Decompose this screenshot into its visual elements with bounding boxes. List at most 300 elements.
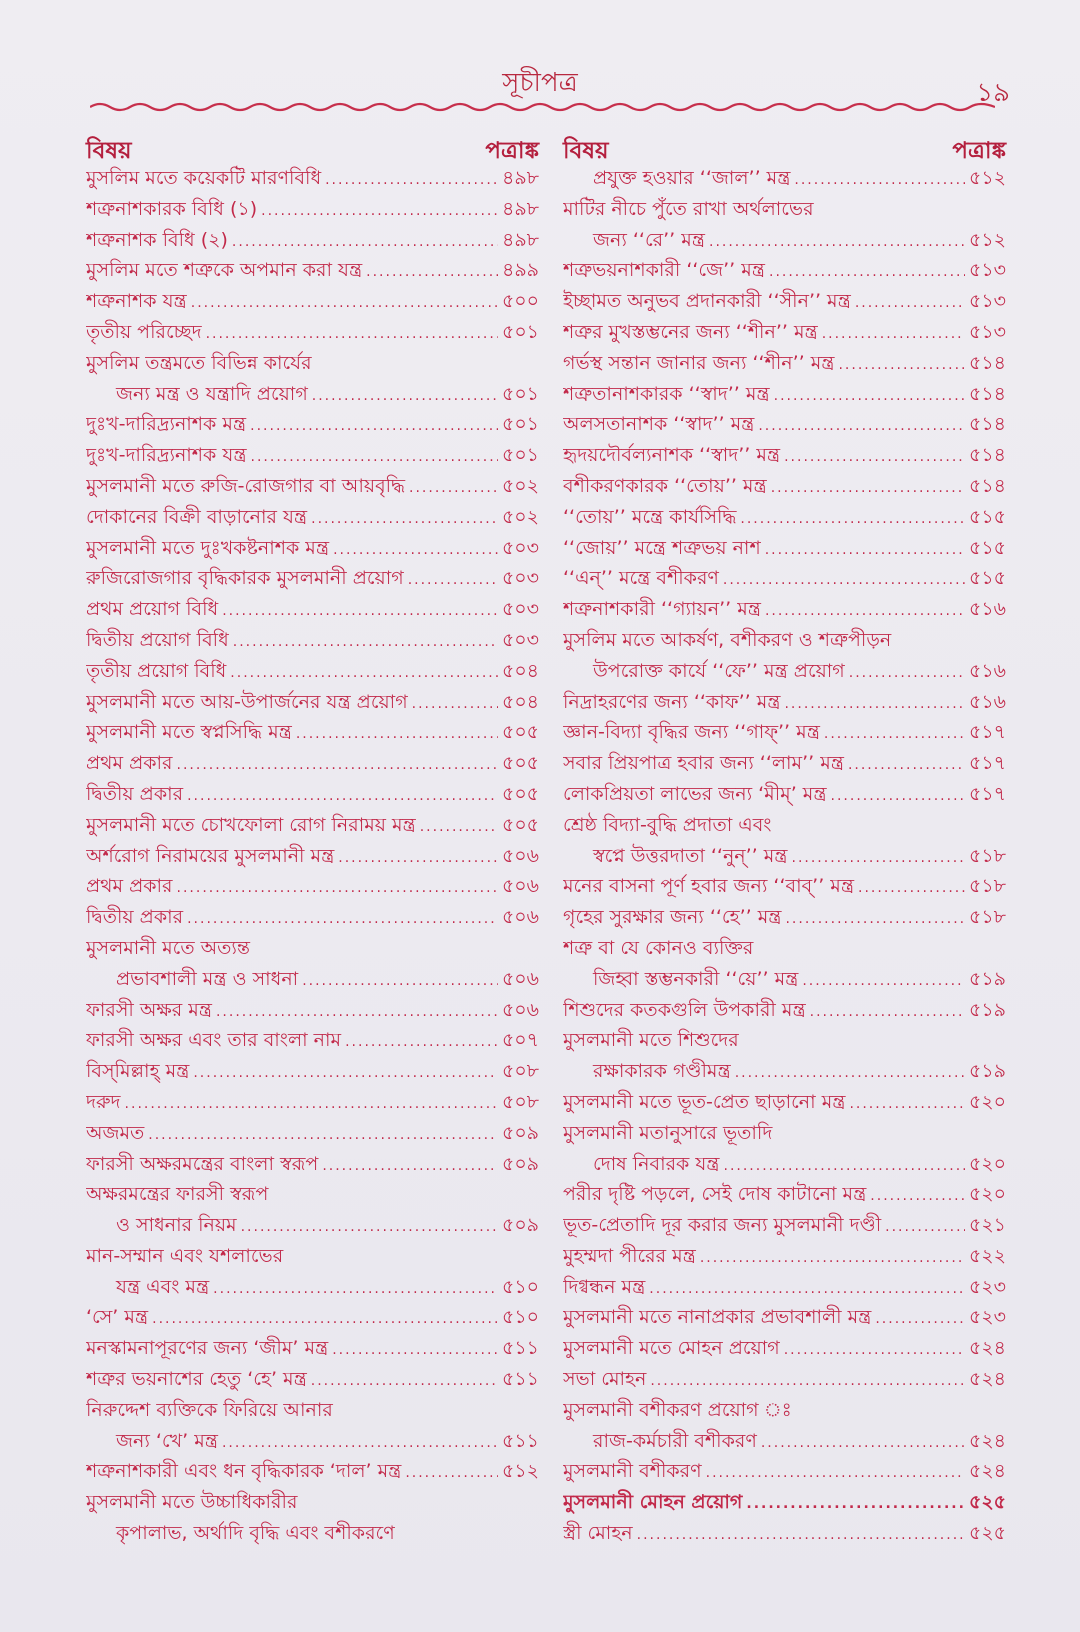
entry-title: মুসলমানী মতানুসারে ভূতাদি — [563, 1121, 773, 1144]
entry-title: দোকানের বিক্রী বাড়ানোর যন্ত্র — [86, 505, 308, 528]
entry-page-number: ৫১২ — [968, 228, 1006, 251]
entry-page-number: ৫০৪ — [501, 659, 539, 682]
toc-entry — [563, 287, 1006, 318]
dot-leader — [302, 973, 498, 989]
toc-entry — [563, 1427, 1006, 1458]
toc-entry — [86, 1242, 539, 1273]
toc-entry — [86, 1334, 539, 1365]
toc-entry — [563, 1242, 1006, 1273]
entry-page-number: ৫১৬ — [968, 598, 1006, 621]
toc-entry — [86, 1150, 539, 1181]
dot-leader — [802, 973, 965, 989]
entry-title: মনস্কামনাপূরণের জন্য ‘জীম’ মন্ত্র — [86, 1337, 329, 1360]
toc-entry — [563, 1365, 1006, 1396]
entry-page-number: ৫১০ — [501, 1275, 539, 1298]
dot-leader — [724, 1158, 965, 1174]
entry-page-number: ৫১২ — [501, 1460, 539, 1483]
entry-title: নিদ্রাহরণের জন্য ‘‘কাফ’’ মন্ত্র — [563, 690, 781, 713]
page-heading: পত্রাঙ্ক — [485, 138, 539, 164]
toc-entry — [563, 1273, 1006, 1304]
toc-entry — [86, 872, 539, 903]
entry-page-number: ৫১৭ — [968, 752, 1006, 775]
dot-leader — [187, 911, 498, 927]
entry-page-number: ৫০৫ — [501, 752, 539, 775]
entry-title: তৃতীয় পরিচ্ছেদ — [86, 320, 202, 343]
toc-entry — [563, 1088, 1006, 1119]
toc-entry — [86, 441, 539, 472]
entry-page-number: ৫০১ — [501, 413, 539, 436]
toc-entry — [563, 872, 1006, 903]
entry-title: অর্শরোগ নিরাময়ের মুসলমানী মন্ত্র — [86, 844, 335, 867]
entry-page-number: ৫১৭ — [968, 721, 1006, 744]
entry-title: বশীকরণকারক ‘‘তোয়’’ মন্ত্র — [563, 474, 767, 497]
toc-entry — [86, 195, 539, 226]
entry-page-number: ৫২৪ — [968, 1337, 1006, 1360]
toc-entry — [563, 626, 1006, 657]
toc-entry — [86, 380, 539, 411]
entry-page-number: ৫১১ — [502, 1337, 539, 1360]
entry-title: ফারসী অক্ষর এবং তার বাংলা নাম — [86, 1029, 342, 1052]
entry-title: ‘‘তোয়’’ মন্ত্রে কার্যসিদ্ধি — [563, 505, 737, 528]
dot-leader — [261, 203, 498, 219]
dot-leader — [870, 1188, 965, 1204]
entry-title: তৃতীয় প্রয়োগ বিধি — [86, 659, 227, 682]
entry-title: রক্ষাকারক গণ্ডীমন্ত্র — [593, 1060, 731, 1083]
entry-page-number: ৫০৬ — [501, 875, 539, 898]
entry-title: নিরুদ্দেশ ব্যক্তিকে ফিরিয়ে আনার — [86, 1398, 333, 1421]
toc-entry — [563, 780, 1006, 811]
toc-entry — [86, 256, 539, 287]
entry-page-number: ৫০৬ — [501, 906, 539, 929]
dot-leader — [241, 1219, 498, 1235]
toc-entry — [563, 1457, 1006, 1488]
toc-entry — [86, 718, 539, 749]
dot-leader — [409, 480, 498, 496]
entry-page-number: ৫০৩ — [501, 536, 539, 559]
toc-entry — [86, 780, 539, 811]
entry-title: সভা মোহন — [563, 1368, 647, 1391]
dot-leader — [735, 1065, 965, 1081]
entry-title: বিস্‌মিল্লাহ্ মন্ত্র — [86, 1060, 190, 1083]
entry-title: দ্বিতীয় প্রকার — [86, 782, 184, 805]
entry-title: মুসলমানী মতে আয়-উপার্জনের যন্ত্র প্রয়োগ — [86, 690, 408, 713]
toc-entry — [563, 811, 1006, 842]
entry-title: জ্ঞান-বিদ্যা বৃদ্ধির জন্য ‘‘গাফ্’’ মন্ত্র — [563, 721, 820, 744]
dot-leader — [250, 418, 498, 434]
toc-entry — [86, 349, 539, 380]
dot-leader — [740, 511, 965, 527]
entry-title: জিহ্বা স্তম্ভনকারী ‘‘য়ে’’ মন্ত্র — [593, 967, 799, 990]
entry-page-number: ৫০৫ — [501, 721, 539, 744]
toc-entry — [86, 1427, 539, 1458]
entry-title: প্রথম প্রকার — [86, 875, 173, 898]
toc-entry — [563, 842, 1006, 873]
toc-entry — [86, 657, 539, 688]
entry-title: মুসলমানী মতে ভূত-প্রেত ছাড়ানো মন্ত্র — [563, 1090, 846, 1113]
header-rule — [90, 101, 995, 113]
dot-leader — [758, 418, 965, 434]
entry-title: শত্রুর মুখস্তম্ভনের জন্য ‘‘শীন’’ মন্ত্র — [563, 320, 818, 343]
entry-title: মুসলমানী মতে দুঃখকষ্টনাশক মন্ত্র — [86, 536, 330, 559]
dot-leader — [338, 850, 498, 866]
toc-entry — [563, 195, 1006, 226]
entry-page-number: ৪৯৮ — [502, 228, 539, 251]
dot-leader — [709, 234, 965, 250]
toc-entry — [563, 410, 1006, 441]
entry-page-number: ৫১২ — [968, 167, 1006, 189]
dot-leader — [784, 449, 965, 465]
topic-heading: বিষয় — [563, 138, 609, 164]
toc-entry — [86, 1457, 539, 1488]
dot-leader — [125, 1096, 498, 1112]
dot-leader — [885, 1219, 965, 1235]
dot-leader — [824, 726, 965, 742]
dot-leader — [311, 511, 498, 527]
toc-entry — [563, 749, 1006, 780]
dot-leader — [765, 603, 965, 619]
entry-title: মুসলমানী বশীকরণ প্রয়োগ ঃ — [563, 1398, 792, 1421]
entry-title: জন্য ‘খে’ মন্ত্র — [116, 1429, 218, 1452]
entry-title: শত্রু বা যে কোনও ব্যক্তির — [563, 936, 754, 959]
entry-title: ইচ্ছামত অনুভব প্রদানকারী ‘‘সীন’’ মন্ত্র — [563, 290, 851, 313]
toc-entry — [86, 164, 539, 195]
dot-leader — [761, 1435, 965, 1451]
toc-entry — [563, 1119, 1006, 1150]
entry-page-number: ৫১৭ — [968, 782, 1006, 805]
entry-title: শ্রেষ্ঠ বিদ্যা-বুদ্ধি প্রদাতা এবং — [563, 813, 772, 836]
entry-page-number: ৫২০ — [968, 1152, 1006, 1175]
entry-page-number: ৫০৫ — [501, 782, 539, 805]
entry-title: মনের বাসনা পূর্ণ হবার জন্য ‘‘বাব্’’ মন্ত্র — [563, 875, 855, 898]
toc-entry — [563, 164, 1006, 195]
entry-title: অজমত — [86, 1121, 145, 1144]
entry-page-number: ৪৯৮ — [502, 197, 539, 220]
entry-page-number: ৫০১ — [501, 382, 539, 405]
dot-leader — [222, 603, 498, 619]
entry-title: শত্রুভয়নাশকারী ‘‘জে’’ মন্ত্র — [563, 259, 765, 282]
entry-title: যন্ত্র এবং মন্ত্র — [116, 1275, 210, 1298]
entry-page-number: ৫১৮ — [969, 906, 1006, 929]
entry-title: মুসলমানী মতে উচ্চাধিকারীর — [86, 1491, 298, 1514]
entry-page-number: ৫১৯ — [969, 967, 1006, 990]
dot-leader — [810, 1004, 965, 1020]
dot-leader — [822, 326, 965, 342]
toc-entry — [86, 1119, 539, 1150]
left-entry-list — [86, 164, 539, 1550]
entry-page-number: ৫১৩ — [968, 259, 1006, 282]
entry-page-number: ৫১৪ — [969, 382, 1006, 405]
entry-page-number: ৫০০ — [501, 290, 539, 313]
toc-entry — [86, 749, 539, 780]
dot-leader — [706, 1465, 965, 1481]
entry-title: দ্বিতীয় প্রকার — [86, 906, 184, 929]
entry-page-number: ৫০৭ — [501, 1029, 539, 1052]
toc-entry — [86, 1211, 539, 1242]
page-number: ১৯ — [976, 78, 1010, 108]
entry-title: দোষ নিবারক যন্ত্র — [593, 1152, 720, 1175]
entry-title: সবার প্রিয়পাত্র হবার জন্য ‘‘লাম’’ মন্ত্র — [563, 752, 844, 775]
entry-page-number: ৫০৬ — [501, 844, 539, 867]
dot-leader — [746, 1496, 965, 1512]
toc-entry — [563, 1026, 1006, 1057]
toc-entry — [563, 564, 1006, 595]
dot-leader — [148, 1127, 498, 1143]
toc-entry — [563, 1150, 1006, 1181]
entry-title: মাটির নীচে পুঁতে রাখা অর্থলাভের — [563, 197, 814, 220]
toc-entry — [563, 226, 1006, 257]
toc-entry — [86, 626, 539, 657]
page-title: সূচীপত্র — [502, 68, 578, 98]
entry-title: মুসলমানী মতে অত্যন্ত — [86, 936, 250, 959]
toc-entry — [563, 349, 1006, 380]
entry-page-number: ৫০৩ — [501, 628, 539, 651]
entry-page-number: ৫০৮ — [501, 1060, 539, 1083]
dot-leader — [784, 1342, 965, 1358]
toc-entry — [86, 534, 539, 565]
right-column — [563, 132, 1006, 1550]
toc-entry — [86, 1488, 539, 1519]
toc-entry — [563, 441, 1006, 472]
entry-title: শত্রুর ভয়নাশের হেতু ‘হে’ মন্ত্র — [86, 1368, 307, 1391]
dot-leader — [230, 665, 498, 681]
entry-title: মুসলমানী মতে চোখফোলা রোগ নিরাময় মন্ত্র — [86, 813, 416, 836]
entry-title: মুসলমানী মোহন প্রয়োগ — [563, 1491, 743, 1514]
dot-leader — [206, 326, 498, 342]
dot-leader — [222, 1435, 498, 1451]
toc-entry — [86, 965, 539, 996]
entry-title: দরুদ — [86, 1090, 121, 1113]
toc-entry — [86, 1088, 539, 1119]
entry-title: ‘সে’ মন্ত্র — [86, 1306, 149, 1329]
dot-leader — [152, 1311, 498, 1327]
entry-title: মুহম্মদা পীরের মন্ত্র — [563, 1244, 696, 1267]
entry-title: প্রযুক্ত হওয়ার ‘‘জাল’’ মন্ত্র — [593, 167, 791, 189]
entry-page-number: ৫২৪ — [968, 1368, 1006, 1391]
entry-page-number: ৫০১ — [501, 320, 539, 343]
dot-leader — [771, 480, 965, 496]
dot-leader — [875, 1311, 965, 1327]
toc-entry — [563, 1396, 1006, 1427]
entry-page-number: ৫০৫ — [501, 813, 539, 836]
entry-title: মুসলমানী মতে নানাপ্রকার প্রভাবশালী মন্ত্র — [563, 1306, 872, 1329]
dot-leader — [785, 911, 965, 927]
entry-page-number: ৫১৮ — [969, 875, 1006, 898]
entry-title: মুসলমানী মতে স্বপ্নসিদ্ধি মন্ত্র — [86, 721, 292, 744]
entry-page-number: ৪৯৯ — [502, 259, 539, 282]
entry-page-number: ৫১৪ — [969, 474, 1006, 497]
toc-entry — [86, 903, 539, 934]
entry-title: ফারসী অক্ষরমন্ত্রের বাংলা স্বরূপ — [86, 1152, 319, 1175]
entry-page-number: ৫২০ — [968, 1183, 1006, 1206]
entry-page-number: ৫১৪ — [969, 413, 1006, 436]
entry-page-number: ৫২০ — [968, 1090, 1006, 1113]
toc-entry — [563, 595, 1006, 626]
dot-leader — [849, 665, 965, 681]
dot-leader — [366, 264, 498, 280]
toc-entry — [563, 903, 1006, 934]
entry-page-number: ৫০৬ — [501, 998, 539, 1021]
toc-entry — [86, 1026, 539, 1057]
entry-title: মুসলমানী মতে রুজি-রোজগার বা আয়বৃদ্ধি — [86, 474, 406, 497]
toc-entry — [563, 380, 1006, 411]
entry-page-number: ৫০৯ — [501, 1214, 539, 1237]
dot-leader — [831, 788, 965, 804]
toc-entry — [563, 1180, 1006, 1211]
dot-leader — [333, 542, 498, 558]
toc-entry — [86, 934, 539, 965]
toc-entry — [86, 688, 539, 719]
toc-entry — [563, 1057, 1006, 1088]
dot-leader — [765, 542, 965, 558]
toc-entry — [86, 1180, 539, 1211]
entry-title: মুসলিম মতে আকর্ষণ, বশীকরণ ও শত্রুপীড়ন — [563, 628, 892, 651]
dot-leader — [251, 449, 498, 465]
dot-leader — [177, 880, 498, 896]
toc-entry — [563, 934, 1006, 965]
toc-entry — [563, 1211, 1006, 1242]
toc-entry — [86, 996, 539, 1027]
entry-page-number: ৫০৪ — [501, 690, 539, 713]
entry-page-number: ৫২৩ — [968, 1275, 1006, 1298]
entry-page-number: ৫২৩ — [968, 1306, 1006, 1329]
dot-leader — [408, 572, 498, 588]
dot-leader — [193, 1065, 498, 1081]
entry-title: মুসলিম মতে শত্রুকে অপমান করা যন্ত্র — [86, 259, 363, 282]
dot-leader — [784, 696, 965, 712]
toc-entry — [86, 472, 539, 503]
toc-entry — [86, 564, 539, 595]
entry-title: জন্য ‘‘রে’’ মন্ত্র — [593, 228, 705, 251]
toc-entry — [563, 657, 1006, 688]
right-entry-list — [563, 164, 1006, 1550]
entry-page-number: ৫২৫ — [968, 1491, 1006, 1514]
toc-entry — [563, 256, 1006, 287]
dot-leader — [213, 1281, 498, 1297]
entry-title: ও সাধনার নিয়ম — [116, 1214, 237, 1237]
toc-entry — [86, 503, 539, 534]
entry-page-number: ৫১৫ — [969, 567, 1006, 590]
entry-title: রাজ-কর্মচারী বশীকরণ — [593, 1429, 757, 1452]
dot-leader — [838, 357, 965, 373]
entry-page-number: ৫১৬ — [968, 659, 1006, 682]
dot-leader — [420, 819, 498, 835]
left-column-header — [86, 132, 539, 164]
entry-title: পরীর দৃষ্টি পড়লে, সেই দোষ কাটানো মন্ত্র — [563, 1183, 867, 1206]
entry-title: স্বপ্নে উত্তরদাতা ‘‘নুন্’’ মন্ত্র — [593, 844, 788, 867]
entry-title: মান-সম্মান এবং যশলাভের — [86, 1244, 284, 1267]
entry-page-number: ৫০৬ — [501, 967, 539, 990]
entry-page-number: ৫২৪ — [968, 1460, 1006, 1483]
entry-title: শিশুদের কতকগুলি উপকারী মন্ত্র — [563, 998, 806, 1021]
toc-entry — [563, 534, 1006, 565]
entry-title: অক্ষরমন্ত্রের ফারসী স্বরূপ — [86, 1183, 269, 1206]
toc-entry — [563, 318, 1006, 349]
dot-leader — [794, 172, 965, 188]
entry-title: দ্বিতীয় প্রয়োগ বিধি — [86, 628, 229, 651]
dot-leader — [325, 172, 498, 188]
entry-page-number: ৫০৩ — [501, 598, 539, 621]
entry-title: গৃহের সুরক্ষার জন্য ‘‘হে’’ মন্ত্র — [563, 906, 782, 929]
entry-title: মুসলিম তন্ত্রমতে বিভিন্ন কার্যের — [86, 351, 312, 374]
entry-title: শত্রুনাশক যন্ত্র — [86, 290, 187, 313]
right-column-header — [563, 132, 1006, 164]
dot-leader — [700, 1250, 965, 1266]
toc-entry — [86, 287, 539, 318]
entry-page-number: ৫০১ — [501, 444, 539, 467]
dot-leader — [848, 757, 965, 773]
entry-page-number: ৫১১ — [502, 1368, 539, 1391]
topic-heading: বিষয় — [86, 138, 132, 164]
entry-title: ‘‘জোয়’’ মন্ত্রে শত্রুভয় নাশ — [563, 536, 761, 559]
entry-title: শত্রুনাশকারী ‘‘গ্যায়ন’’ মন্ত্র — [563, 598, 761, 621]
toc-entry — [86, 318, 539, 349]
entry-page-number: ৫১৯ — [969, 998, 1006, 1021]
entry-page-number: ৫১৮ — [969, 844, 1006, 867]
entry-page-number: ৫২২ — [968, 1244, 1006, 1267]
entry-title: শত্রুনাশকারক বিধি (১) — [86, 197, 258, 220]
entry-title: মুসলমানী বশীকরণ — [563, 1460, 702, 1483]
dot-leader — [650, 1373, 965, 1389]
entry-title: শত্রুতানাশকারক ‘‘স্বাদ’’ মন্ত্র — [563, 382, 770, 405]
toc-entry — [86, 1303, 539, 1334]
entry-title: দুঃখ-দারিদ্র্যনাশক যন্ত্র — [86, 444, 247, 467]
toc-entry — [86, 226, 539, 257]
dot-leader — [723, 572, 965, 588]
entry-page-number: ৫০৯ — [501, 1152, 539, 1175]
dot-leader — [233, 634, 498, 650]
entry-title: স্ত্রী মোহন — [563, 1522, 633, 1545]
entry-title: জন্য মন্ত্র ও যন্ত্রাদি প্রয়োগ — [116, 382, 308, 405]
toc-entry — [86, 595, 539, 626]
entry-page-number: ৫১৪ — [969, 351, 1006, 374]
entry-page-number: ৫১৬ — [968, 690, 1006, 713]
entry-page-number: ৫০৮ — [501, 1090, 539, 1113]
entry-title: শত্রুনাশকারী এবং ধন বৃদ্ধিকারক ‘দাল’ মন্ত্র — [86, 1460, 402, 1483]
dot-leader — [322, 1158, 498, 1174]
entry-page-number: ৫২৪ — [968, 1429, 1006, 1452]
dot-leader — [849, 1096, 965, 1112]
toc-entry — [86, 1057, 539, 1088]
entry-title: অলসতানাশক ‘‘স্বাদ’’ মন্ত্র — [563, 413, 755, 436]
dot-leader — [332, 1342, 498, 1358]
entry-title: দিগ্বন্ধন মন্ত্র — [563, 1275, 646, 1298]
entry-page-number: ৫০২ — [501, 474, 539, 497]
dot-leader — [187, 788, 498, 804]
entry-page-number: ৫১০ — [501, 1306, 539, 1329]
entry-title: রুজিরোজগার বৃদ্ধিকারক মুসলমানী প্রয়োগ — [86, 567, 404, 590]
entry-page-number: ৫১৪ — [969, 444, 1006, 467]
dot-leader — [312, 388, 498, 404]
toc-entry — [86, 1519, 539, 1550]
toc-entry — [563, 996, 1006, 1027]
dot-leader — [345, 1034, 498, 1050]
entry-page-number: ৫২১ — [968, 1214, 1006, 1237]
entry-page-number: ৫২৫ — [968, 1522, 1006, 1545]
toc-entry — [563, 1519, 1006, 1550]
entry-title: লোকপ্রিয়তা লাভের জন্য ‘মীম্’ মন্ত্র — [563, 782, 827, 805]
dot-leader — [637, 1527, 965, 1543]
toc-entry — [86, 1273, 539, 1304]
dot-leader — [769, 264, 965, 280]
dot-leader — [177, 757, 498, 773]
contents-columns — [86, 132, 1006, 1550]
toc-entry — [563, 472, 1006, 503]
dot-leader — [311, 1373, 498, 1389]
toc-entry — [563, 688, 1006, 719]
dot-leader — [296, 726, 498, 742]
entry-title: প্রথম প্রকার — [86, 752, 173, 775]
entry-page-number: ৫০৯ — [501, 1121, 539, 1144]
